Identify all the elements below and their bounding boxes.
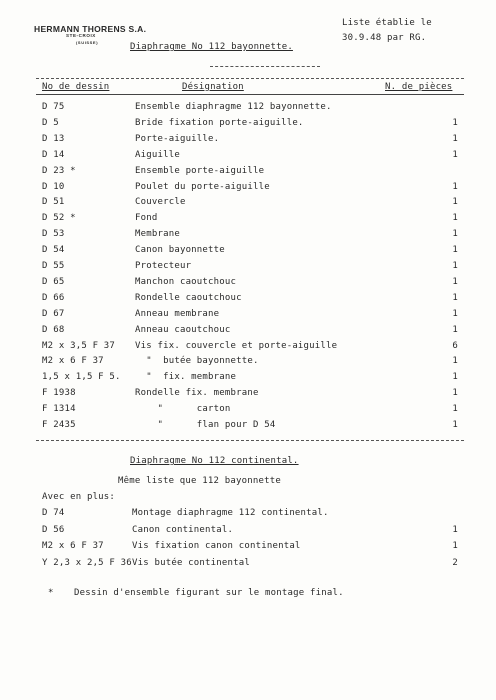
part-designation: Protecteur [135,261,192,271]
continental-title: Diaphragme No 112 continental. [130,456,299,466]
part-quantity: 1 [452,404,458,415]
part-code: M2 x 3,5 F 37 [42,340,116,351]
continental-avec: Avec en plus: [42,492,116,502]
part-code: D 52 * [42,213,76,224]
column-header-nb-pieces: N. de pièces [385,82,453,92]
continental-designation: Montage diaphragme 112 continental. [132,508,329,518]
part-quantity: 1 [452,292,458,303]
part-designation: Rondelle fix. membrane [135,388,259,399]
part-designation: Ensemble porte-aiguille [135,165,265,176]
part-code: D 23 * [42,165,76,176]
part-code: D 67 [42,308,65,319]
part-designation: " carton [135,404,231,415]
part-designation: Anneau membrane [135,308,220,319]
continental-quantity: 1 [452,541,458,551]
part-code: D 53 [42,229,65,240]
part-designation: Ensemble diaphragme 112 bayonnette. [135,102,332,112]
part-quantity: 1 [452,245,458,256]
part-designation: Membrane [135,229,180,240]
part-designation: Vis fix. couvercle et porte-aiguille [135,340,338,351]
document-title: Diaphragme No 112 bayonnette. [130,42,293,52]
column-header-rule [36,94,464,95]
part-quantity: 1 [452,133,458,144]
stamp-line-1: Liste établie le [342,18,432,28]
stamp-line-2: 30.9.48 par RG. [342,33,427,43]
part-designation: Manchon caoutchouc [135,276,237,287]
part-quantity: 1 [452,324,458,335]
part-quantity: 6 [452,340,458,351]
part-quantity: 1 [452,420,458,430]
continental-code: M2 x 6 F 37 [42,541,104,551]
part-designation: Couvercle [135,197,186,208]
part-quantity: 1 [452,149,458,160]
part-code: D 55 [42,261,65,271]
part-code: F 2435 [42,420,76,430]
part-designation: Rondelle caoutchouc [135,292,242,303]
continental-code: D 74 [42,508,65,518]
part-designation: Anneau caoutchouc [135,324,231,335]
part-code: D 14 [42,149,65,160]
part-quantity: 1 [452,181,458,192]
part-code: D 54 [42,245,65,256]
part-designation: " fix. membrane [135,372,237,383]
part-code: D 65 [42,276,65,287]
continental-designation: Vis fixation canon continental [132,541,301,551]
continental-code: D 56 [42,524,65,535]
part-code: D 13 [42,133,65,144]
continental-quantity: 2 [452,557,458,568]
part-designation: " butée bayonnette. [135,356,259,367]
part-quantity: 1 [452,308,458,319]
section-divider [36,440,464,441]
part-code: D 5 [42,117,59,128]
table-top-rule [36,78,464,79]
continental-designation: Vis butée continental [132,557,250,568]
part-code: D 66 [42,292,65,303]
continental-code: Y 2,3 x 2,5 F 36 [42,557,132,568]
part-designation: Bride fixation porte-aiguille. [135,117,304,128]
part-code: 1,5 x 1,5 F 5. [42,372,121,383]
column-header-designation: Désignation [182,82,244,92]
part-quantity: 1 [452,372,458,383]
company-city: STE-CROIX [66,33,96,38]
part-code: D 68 [42,324,65,335]
part-code: F 1938 [42,388,76,399]
footnote-text: Dessin d'ensemble figurant sur le montage final. [74,588,344,598]
part-code: M2 x 6 F 37 [42,356,104,367]
part-designation: Porte-aiguille. [135,133,220,144]
footnote-star: * [48,588,54,598]
part-designation: Poulet du porte-aiguille [135,181,270,192]
company-country: (SUISSE) [76,40,99,45]
part-quantity: 1 [452,213,458,224]
continental-designation: Canon continental. [132,524,234,535]
part-quantity: 1 [452,229,458,240]
company-name: HERMANN THORENS S.A. [34,24,147,34]
part-quantity: 1 [452,356,458,367]
part-quantity: 1 [452,261,458,271]
part-designation: Canon bayonnette [135,245,225,256]
header-divider [210,66,320,67]
part-quantity: 1 [452,117,458,128]
part-designation: Fond [135,213,158,224]
part-code: D 10 [42,181,65,192]
part-code: D 51 [42,197,65,208]
part-quantity: 1 [452,388,458,399]
part-quantity: 1 [452,197,458,208]
part-quantity: 1 [452,276,458,287]
column-header-no-dessin: No de dessin [42,82,110,92]
continental-subtitle: Même liste que 112 bayonnette [118,476,281,486]
continental-quantity: 1 [452,524,458,535]
part-code: F 1314 [42,404,76,415]
part-designation: " flan pour D 54 [135,420,276,430]
part-designation: Aiguille [135,149,180,160]
part-code: D 75 [42,102,65,112]
